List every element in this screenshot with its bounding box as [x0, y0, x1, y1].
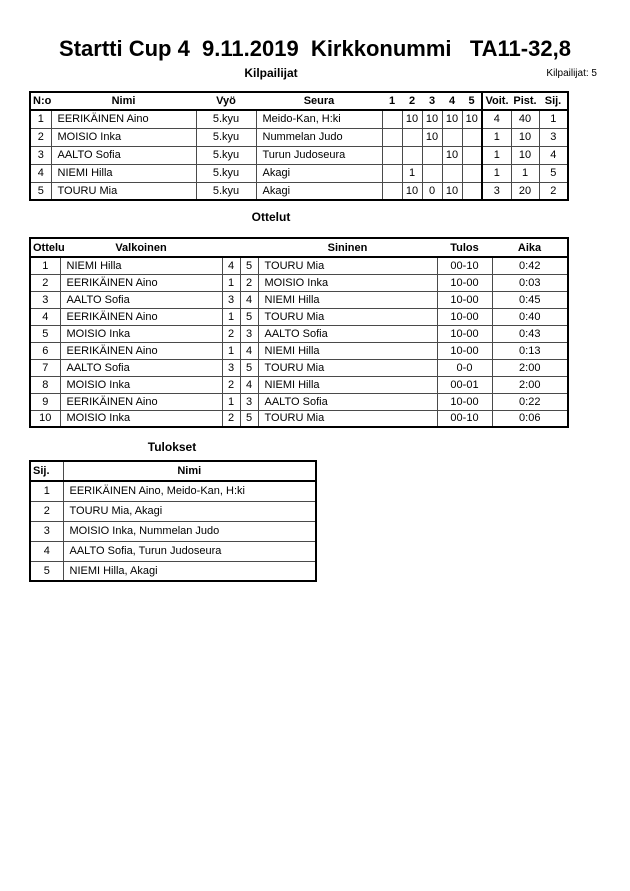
competitor-club: Akagi [256, 164, 382, 182]
match-row [30, 342, 568, 359]
competitor-wins: 4 [482, 110, 511, 128]
col-wins: Voit. [482, 92, 511, 110]
match-result: 10-00 [437, 308, 492, 325]
col-round-4: 4 [448, 95, 456, 107]
match-number: 4 [30, 308, 60, 325]
result-place: 5 [30, 561, 63, 581]
match-number: 8 [30, 376, 60, 393]
blue-player: AALTO Sofia [258, 393, 437, 410]
match-row [30, 393, 568, 410]
round-score: 0 [422, 182, 442, 200]
competitor-belt: 5.kyu [196, 128, 256, 146]
competitor-points: 40 [511, 110, 539, 128]
competitor-club: Meido-Kan, H:ki [256, 110, 382, 128]
competitor-name: EERIKÄINEN Aino [51, 110, 196, 128]
round-score: 10 [442, 146, 462, 164]
white-player: MOISIO Inka [60, 376, 222, 393]
round-score [442, 164, 462, 182]
match-result: 00-10 [437, 257, 492, 274]
round-score [422, 146, 442, 164]
white-player-number: 1 [222, 308, 240, 325]
result-place: 4 [30, 541, 63, 561]
competitor-points: 10 [511, 128, 539, 146]
competitors-section-title: Kilpailijat [244, 66, 298, 80]
round-score: 10 [402, 110, 422, 128]
white-player-number: 1 [222, 342, 240, 359]
match-time: 0:45 [492, 291, 568, 308]
round-score: 10 [442, 110, 462, 128]
match-time: 0:43 [492, 325, 568, 342]
competitor-number: 5 [30, 182, 51, 200]
col-name: Nimi [177, 465, 202, 477]
result-place: 3 [30, 521, 63, 541]
competitor-belt: 5.kyu [196, 110, 256, 128]
competitor-row [30, 128, 568, 146]
competitor-place: 5 [539, 164, 568, 182]
round-score [462, 146, 482, 164]
col-time: Aika [517, 241, 542, 254]
match-time: 2:00 [492, 359, 568, 376]
match-row [30, 376, 568, 393]
white-player: MOISIO Inka [60, 410, 222, 427]
col-points: Pist. [513, 95, 537, 107]
col-blue: Sininen [327, 241, 368, 254]
col-match-number: Ottelu [33, 241, 65, 254]
col-name: Nimi [111, 95, 136, 107]
white-player-number: 4 [222, 257, 240, 274]
competitor-name: NIEMI Hilla [51, 164, 196, 182]
col-place: Sij. [30, 461, 63, 481]
match-result: 10-00 [437, 393, 492, 410]
result-name: EERIKÄINEN Aino, Meido-Kan, H:ki [63, 481, 316, 501]
blue-player: TOURU Mia [258, 257, 437, 274]
blue-player-number: 3 [240, 393, 258, 410]
match-time: 2:00 [492, 376, 568, 393]
blue-player-number: 5 [240, 359, 258, 376]
competitor-points: 1 [511, 164, 539, 182]
round-score [402, 128, 422, 146]
white-player: NIEMI Hilla [60, 257, 222, 274]
competitor-wins: 1 [482, 146, 511, 164]
col-round-1: 1 [388, 95, 396, 107]
blue-player-number: 4 [240, 342, 258, 359]
competitor-name: MOISIO Inka [51, 128, 196, 146]
result-row [30, 561, 316, 581]
match-number: 5 [30, 325, 60, 342]
blue-player: NIEMI Hilla [258, 342, 437, 359]
white-player-number: 2 [222, 410, 240, 427]
match-time: 0:42 [492, 257, 568, 274]
white-player-number: 3 [222, 291, 240, 308]
blue-player-number: 5 [240, 410, 258, 427]
match-time: 0:03 [492, 274, 568, 291]
col-round-2: 2 [408, 95, 416, 107]
blue-player: NIEMI Hilla [258, 376, 437, 393]
round-score [382, 146, 402, 164]
match-row [30, 359, 568, 376]
round-score [462, 182, 482, 200]
round-score: 10 [462, 110, 482, 128]
match-result: 00-10 [437, 410, 492, 427]
competitor-number: 1 [30, 110, 51, 128]
matches-table [29, 237, 569, 428]
competitor-row [30, 182, 568, 200]
white-player: AALTO Sofia [60, 291, 222, 308]
competitor-number: 2 [30, 128, 51, 146]
white-player: MOISIO Inka [60, 325, 222, 342]
white-player: AALTO Sofia [60, 359, 222, 376]
round-score [442, 128, 462, 146]
competitor-wins: 1 [482, 164, 511, 182]
competitor-place: 4 [539, 146, 568, 164]
competitor-points: 20 [511, 182, 539, 200]
match-number: 10 [30, 410, 60, 427]
white-player: EERIKÄINEN Aino [60, 342, 222, 359]
col-place: Sij. [544, 95, 562, 107]
result-row [30, 541, 316, 561]
competitor-row [30, 110, 568, 128]
match-result: 10-00 [437, 291, 492, 308]
col-round-3: 3 [428, 95, 436, 107]
result-place: 2 [30, 501, 63, 521]
white-player-number: 2 [222, 376, 240, 393]
blue-player-number: 5 [240, 308, 258, 325]
match-time: 0:13 [492, 342, 568, 359]
competitors-count: Kilpailijat: 5 [546, 68, 597, 79]
blue-player-number: 5 [240, 257, 258, 274]
result-row [30, 481, 316, 501]
result-row [30, 521, 316, 541]
col-round-5: 5 [468, 95, 475, 107]
result-name: TOURU Mia, Akagi [63, 501, 316, 521]
blue-player-number: 4 [240, 291, 258, 308]
white-player: EERIKÄINEN Aino [60, 393, 222, 410]
round-score [382, 182, 402, 200]
round-score: 1 [402, 164, 422, 182]
round-score [382, 164, 402, 182]
match-number: 9 [30, 393, 60, 410]
results-table [29, 460, 317, 582]
result-place: 1 [30, 481, 63, 501]
col-number: N:o [33, 95, 52, 107]
competitor-number: 3 [30, 146, 51, 164]
match-result: 00-01 [437, 376, 492, 393]
competitor-club: Akagi [256, 182, 382, 200]
col-blue-number [240, 238, 258, 257]
competitor-belt: 5.kyu [196, 146, 256, 164]
match-result: 10-00 [437, 342, 492, 359]
round-score: 10 [422, 110, 442, 128]
white-player: EERIKÄINEN Aino [60, 308, 222, 325]
competitor-club: Turun Judoseura [256, 146, 382, 164]
match-number: 1 [30, 257, 60, 274]
blue-player: AALTO Sofia [258, 325, 437, 342]
competitor-place: 3 [539, 128, 568, 146]
competitor-name: TOURU Mia [51, 182, 196, 200]
blue-player-number: 2 [240, 274, 258, 291]
round-score [402, 146, 422, 164]
match-row [30, 257, 568, 274]
col-white: Valkoinen [115, 241, 167, 254]
competitor-club: Nummelan Judo [256, 128, 382, 146]
match-row [30, 274, 568, 291]
blue-player: TOURU Mia [258, 308, 437, 325]
white-player-number: 1 [222, 393, 240, 410]
col-belt: Vyö [216, 95, 236, 107]
blue-player-number: 3 [240, 325, 258, 342]
match-number: 6 [30, 342, 60, 359]
white-player-number: 3 [222, 359, 240, 376]
round-score [382, 128, 402, 146]
competitor-name: AALTO Sofia [51, 146, 196, 164]
result-name: AALTO Sofia, Turun Judoseura [63, 541, 316, 561]
match-time: 0:22 [492, 393, 568, 410]
matches-header-row [30, 238, 568, 257]
competitor-points: 10 [511, 146, 539, 164]
col-white-number [222, 238, 240, 257]
blue-player: TOURU Mia [258, 410, 437, 427]
competitors-table [29, 91, 569, 201]
col-result: Tulos [450, 241, 479, 254]
competitor-place: 2 [539, 182, 568, 200]
competitor-wins: 3 [482, 182, 511, 200]
result-name: MOISIO Inka, Nummelan Judo [63, 521, 316, 541]
round-score [462, 164, 482, 182]
blue-player: TOURU Mia [258, 359, 437, 376]
competitor-row [30, 164, 568, 182]
white-player: EERIKÄINEN Aino [60, 274, 222, 291]
page-title: Startti Cup 4 9.11.2019 Kirkkonummi TA11-32,8 [59, 36, 571, 61]
match-number: 7 [30, 359, 60, 376]
match-number: 3 [30, 291, 60, 308]
match-row [30, 308, 568, 325]
competitor-belt: 5.kyu [196, 182, 256, 200]
match-number: 2 [30, 274, 60, 291]
results-header-row [30, 461, 316, 481]
competitor-row [30, 146, 568, 164]
round-score: 10 [422, 128, 442, 146]
match-row [30, 410, 568, 427]
result-row [30, 501, 316, 521]
blue-player: MOISIO Inka [258, 274, 437, 291]
competitor-place: 1 [539, 110, 568, 128]
match-result: 10-00 [437, 325, 492, 342]
white-player-number: 1 [222, 274, 240, 291]
competitor-belt: 5.kyu [196, 164, 256, 182]
competitor-number: 4 [30, 164, 51, 182]
white-player-number: 2 [222, 325, 240, 342]
match-row [30, 325, 568, 342]
matches-section-title: Ottelut [251, 210, 291, 224]
round-score [382, 110, 402, 128]
round-score [462, 128, 482, 146]
round-score: 10 [442, 182, 462, 200]
match-time: 0:40 [492, 308, 568, 325]
round-score [422, 164, 442, 182]
match-row [30, 291, 568, 308]
competitor-wins: 1 [482, 128, 511, 146]
blue-player-number: 4 [240, 376, 258, 393]
round-score: 10 [402, 182, 422, 200]
match-result: 0-0 [437, 359, 492, 376]
results-section-title: Tulokset [147, 440, 197, 454]
result-name: NIEMI Hilla, Akagi [63, 561, 316, 581]
match-time: 0:06 [492, 410, 568, 427]
competitors-header-row [30, 92, 568, 110]
blue-player: NIEMI Hilla [258, 291, 437, 308]
col-club: Seura [303, 95, 335, 107]
match-result: 10-00 [437, 274, 492, 291]
